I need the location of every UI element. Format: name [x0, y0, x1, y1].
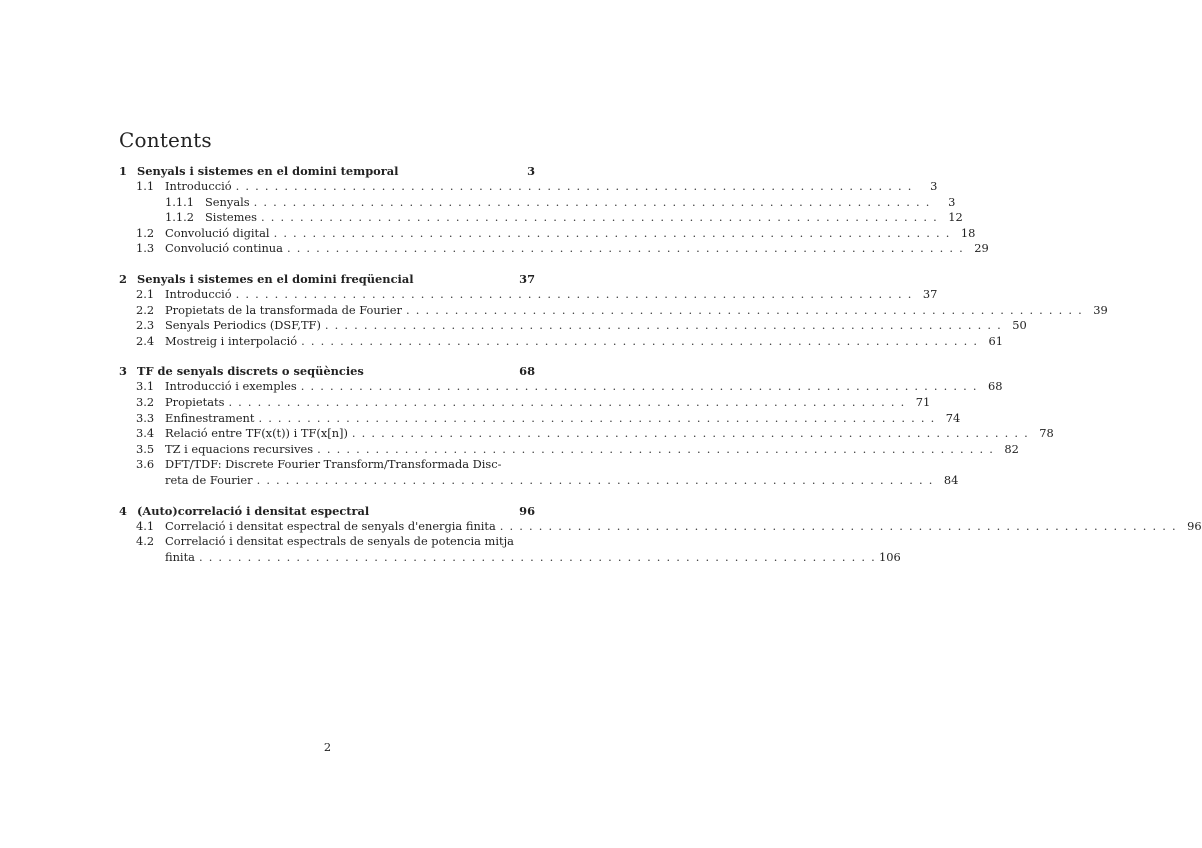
- section-number: 2.1: [136, 286, 155, 301]
- section-title-line1: Correlació i densitat espectrals de senyals de potencia mitja: [165, 534, 514, 549]
- section-page: 71: [915, 394, 931, 409]
- section-title: Enfinestrament: [165, 410, 255, 425]
- leader-dots: [317, 442, 993, 458]
- leader-dots: [258, 411, 934, 427]
- chapter-number: 2: [119, 271, 127, 286]
- subsection-title: Senyals: [205, 194, 250, 209]
- section-number: 3.4: [136, 426, 155, 441]
- subsection-page: 12: [948, 210, 963, 225]
- toc-section-2-2[interactable]: [119, 302, 1108, 319]
- toc-section-1-1[interactable]: [119, 179, 938, 195]
- subsection-number: 1.1.2: [165, 210, 194, 225]
- chapter-title: (Auto)correlació i densitat espectral: [137, 503, 370, 518]
- section-page: 39: [1093, 302, 1108, 317]
- section-title: Mostreig i interpolació: [165, 333, 298, 348]
- leader-dots: [500, 519, 1176, 535]
- chapter-page: 96: [519, 503, 535, 518]
- chapter-title: Senyals i sistemes en el domini freqüencial: [137, 271, 414, 286]
- section-page: 61: [988, 333, 1003, 348]
- section-number: 2.2: [136, 302, 155, 317]
- toc-section-4-2[interactable]: [119, 534, 901, 565]
- toc-chapter-1[interactable]: [119, 163, 535, 179]
- section-page: 50: [1012, 318, 1027, 333]
- toc-section-1-2[interactable]: [119, 225, 976, 242]
- subsection-number: 1.1.1: [165, 194, 194, 209]
- page-number: 2: [323, 740, 332, 754]
- section-number: 4.1: [136, 518, 155, 533]
- section-page: 106: [879, 549, 901, 564]
- chapter-page: 3: [527, 164, 535, 178]
- section-number: 3.1: [136, 379, 155, 394]
- section-title: Introducció: [165, 179, 232, 193]
- section-page: 96: [1187, 518, 1202, 533]
- section-number: 1.2: [136, 225, 155, 240]
- section-title: Correlació i densitat espectral de senyals d'energia finita: [165, 518, 496, 533]
- section-title: Propietats de la transformada de Fourier: [165, 302, 402, 317]
- toc-section-2-1[interactable]: [119, 286, 938, 303]
- section-number: 3.5: [136, 441, 155, 456]
- toc-section-3-1[interactable]: [119, 379, 1003, 395]
- section-page: 82: [1004, 441, 1019, 456]
- chapter-title: TF de senyals discrets o seqüències: [137, 364, 364, 379]
- section-page: 3: [930, 179, 938, 193]
- leader-dots: [325, 318, 1001, 334]
- section-title: Senyals Periodics (DSF,TF): [165, 318, 321, 333]
- chapter-page: 37: [519, 271, 535, 286]
- section-title: TZ i equacions recursives: [165, 441, 314, 456]
- section-number: 2.3: [136, 318, 155, 333]
- leader-dots: [287, 241, 963, 257]
- leader-dots: [257, 473, 933, 489]
- leader-dots: [236, 179, 912, 195]
- leader-dots: [301, 334, 977, 350]
- section-title: Convolució digital: [165, 225, 270, 240]
- toc-subsection-1-1-2[interactable]: [119, 210, 963, 226]
- leader-dots: [274, 226, 950, 242]
- section-page: 78: [1039, 426, 1054, 441]
- leader-dots: [236, 287, 912, 303]
- leader-dots: [352, 426, 1028, 442]
- leader-dots: [301, 379, 977, 395]
- section-title-line2: finita: [165, 549, 195, 564]
- section-page: 29: [974, 241, 989, 256]
- subsection-page: 3: [948, 194, 956, 209]
- section-number: 3.2: [136, 394, 155, 409]
- leader-dots: [261, 210, 937, 226]
- section-title: Propietats: [165, 394, 225, 409]
- toc-subsection-1-1-1[interactable]: [119, 194, 956, 211]
- leader-dots: [406, 303, 1082, 319]
- chapter-title: Senyals i sistemes en el domini temporal: [137, 164, 399, 178]
- chapter-number: 1: [119, 164, 127, 178]
- section-number: 1.3: [136, 241, 155, 256]
- section-title: Relació entre TF(x(t)) i TF(x[n]): [165, 426, 348, 441]
- section-title: Introducció: [165, 286, 232, 301]
- leader-dots: [199, 550, 875, 566]
- section-number: 2.4: [136, 333, 155, 348]
- section-title: Convolució continua: [165, 241, 283, 256]
- toc-section-3-4[interactable]: [119, 426, 1054, 442]
- section-number: 4.2: [136, 534, 155, 549]
- toc-heading: Contents: [119, 128, 212, 152]
- toc-section-3-3[interactable]: [119, 410, 961, 427]
- section-title-line1: DFT/TDF: Discrete Fourier Transform/Transformada Disc-: [165, 457, 502, 472]
- section-page: 68: [988, 379, 1003, 394]
- chapter-page: 68: [519, 364, 535, 379]
- section-page: 84: [943, 472, 959, 487]
- subsection-title: Sistemes: [205, 210, 257, 225]
- toc-section-3-2[interactable]: [119, 394, 931, 411]
- chapter-number: 4: [119, 503, 127, 518]
- chapter-number: 3: [119, 364, 127, 379]
- toc-section-4-1[interactable]: [119, 518, 1202, 535]
- toc-section-3-5[interactable]: [119, 441, 1019, 458]
- toc-chapter-4[interactable]: [119, 503, 535, 519]
- section-title-line2: reta de Fourier: [165, 472, 253, 487]
- section-page: 37: [922, 286, 938, 301]
- toc-section-1-3[interactable]: [119, 241, 989, 257]
- toc-section-2-4[interactable]: [119, 333, 1003, 350]
- section-number: 1.1: [136, 179, 155, 193]
- table-of-contents: [119, 163, 1202, 565]
- leader-dots: [254, 195, 930, 211]
- toc-section-3-6[interactable]: [119, 457, 959, 488]
- section-number: 3.6: [136, 457, 155, 472]
- toc-section-2-3[interactable]: [119, 318, 1027, 334]
- section-number: 3.3: [136, 410, 155, 425]
- toc-chapter-3[interactable]: [119, 363, 535, 379]
- leader-dots: [228, 395, 904, 411]
- section-page: 74: [945, 410, 961, 425]
- section-page: 18: [960, 225, 976, 240]
- toc-chapter-2[interactable]: [119, 271, 535, 287]
- section-title: Introducció i exemples: [165, 379, 297, 394]
